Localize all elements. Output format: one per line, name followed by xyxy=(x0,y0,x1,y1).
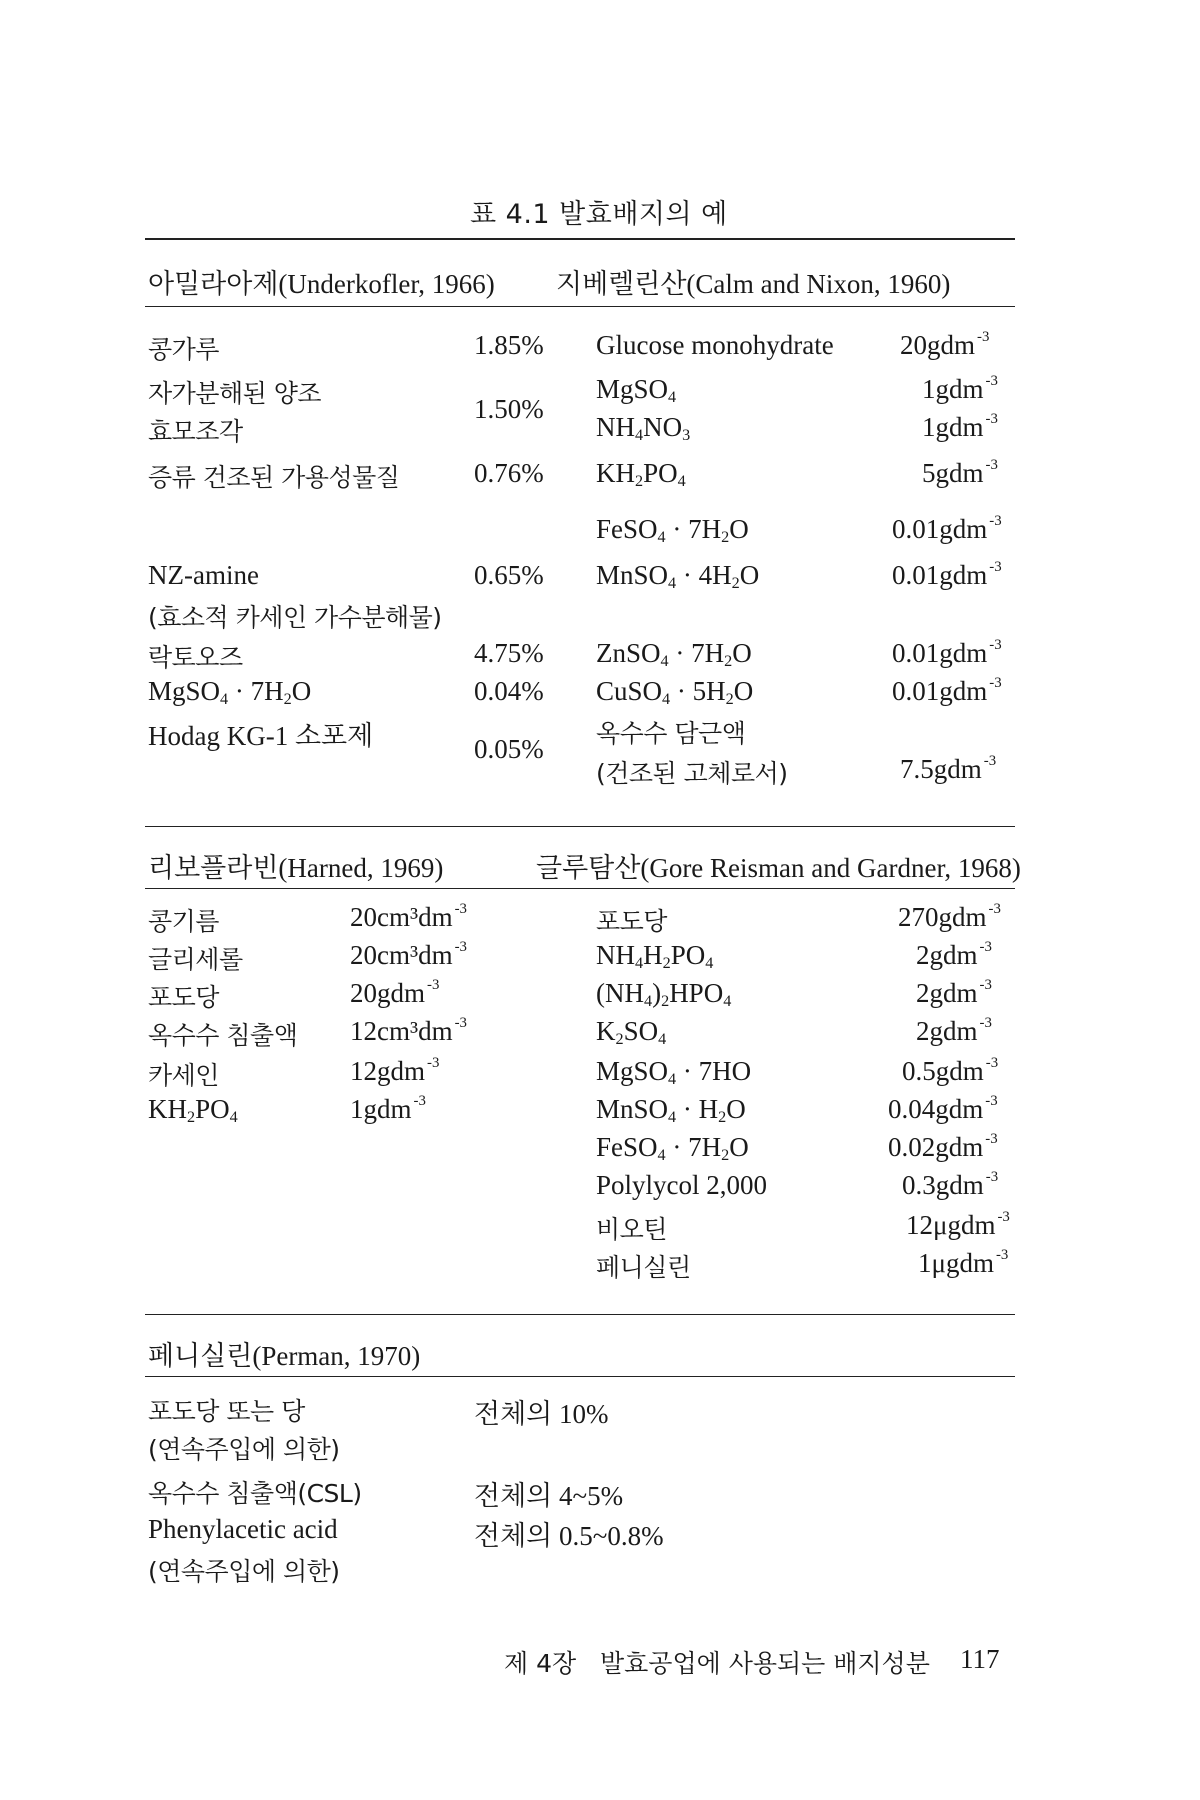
s2-right-exp: -3 xyxy=(979,977,992,994)
s2-right-unit: 12μgdm xyxy=(906,1210,996,1240)
s2-right-name: $NH_4H_2PO_4$ xyxy=(596,940,714,973)
s1-right-unit: 20gdm xyxy=(900,330,976,360)
s1-right-value xyxy=(892,560,1002,591)
s2-right-name: MgSO$_4$ · 7HO xyxy=(596,1056,752,1089)
s2-right-unit: 2gdm xyxy=(916,940,978,970)
table-title: 표 4.1 발효배지의 예 xyxy=(470,199,728,230)
s1-left-name: 락토오즈 xyxy=(148,643,243,672)
s1-left-value: 0.76% xyxy=(474,458,544,488)
s2-right-unit: 0.5gdm xyxy=(902,1056,984,1086)
s1-right-unit: 0.01gdm xyxy=(892,638,988,668)
s1-right-name: 옥수수 담근액 xyxy=(596,719,746,748)
footer-chapter: 제 4장 xyxy=(504,1649,577,1678)
s2-left-unit: 1gdm xyxy=(350,1094,412,1124)
s2-right-value xyxy=(918,1248,1008,1279)
page-number: 117 xyxy=(960,1644,1000,1674)
s2-right-exp: -3 xyxy=(979,939,992,956)
s2-right-value xyxy=(916,978,992,1009)
s1-right-exp: -3 xyxy=(989,675,1002,692)
s1-left-value: 1.85% xyxy=(474,330,544,360)
s2-right-unit: 0.3gdm xyxy=(902,1170,984,1200)
s2-right-name: $K_2SO_4$ xyxy=(596,1016,667,1049)
s2-right-exp: -3 xyxy=(995,1247,1009,1264)
rule-top xyxy=(145,238,1015,240)
s1-right-value xyxy=(892,514,1002,545)
s2-left-name: 포도당 xyxy=(148,983,219,1012)
s1-right-exp: -3 xyxy=(977,329,990,346)
s2-left-unit: 12gdm xyxy=(350,1056,426,1086)
s1-right-unit: 1gdm xyxy=(922,374,984,404)
s3-value: 전체의 0.5~0.8% xyxy=(474,1521,664,1551)
s1-right-value xyxy=(900,754,996,785)
s1-left-name: NZ-amine xyxy=(148,560,259,590)
s1-right-name: MgSO$_4$ xyxy=(596,374,677,407)
s2-right-exp: -3 xyxy=(985,1131,998,1148)
s2-right-value xyxy=(898,902,1001,933)
s1-right-exp: -3 xyxy=(989,513,1002,530)
s1-left-value: 4.75% xyxy=(474,638,544,668)
s3-name: (연속주입에 의한) xyxy=(148,1557,340,1586)
s1-right-exp: -3 xyxy=(985,373,998,390)
s2-right-name: 페니실린 xyxy=(596,1253,691,1282)
s2-left-exp: -3 xyxy=(454,901,467,918)
s1-left-value: 1.50% xyxy=(474,394,544,424)
s1-right-name: $KH_2PO_4$ xyxy=(596,458,686,491)
s2-right-value xyxy=(916,1016,992,1047)
s2-right-name: MnSO$_4$ · $H_2O$ xyxy=(596,1094,746,1127)
s2-left-unit: 12cm³dm xyxy=(350,1016,453,1046)
s2-left-exp: -3 xyxy=(454,1015,467,1032)
s2-left-value xyxy=(350,1094,426,1125)
s3-name: 옥수수 침출액(CSL) xyxy=(148,1479,362,1508)
s2-left-exp: -3 xyxy=(454,939,467,956)
s1-right-value xyxy=(922,374,998,405)
rule-section2-top xyxy=(145,826,1015,827)
s2-left-unit: 20gdm xyxy=(350,978,426,1008)
s2-right-value xyxy=(888,1094,998,1125)
s1-right-value xyxy=(922,458,998,489)
s1-right-exp: -3 xyxy=(989,559,1002,576)
s1-right-exp: -3 xyxy=(985,457,998,474)
s2-left-exp: -3 xyxy=(427,1055,440,1072)
s2-right-value xyxy=(902,1056,998,1087)
s1-right-name: $NH_4NO_3$ xyxy=(596,412,691,445)
s2-right-exp: -3 xyxy=(985,1093,998,1110)
s1-left-value: 0.65% xyxy=(474,560,544,590)
s1-right-exp: -3 xyxy=(985,411,998,428)
s1-left-name: MgSO$_4$ · $7H_2O$ xyxy=(148,676,312,709)
s2-left-value xyxy=(350,902,467,933)
s2-left-value xyxy=(350,978,439,1009)
s2-left-name: 콩기름 xyxy=(148,907,219,936)
s2-left-value xyxy=(350,940,467,971)
s2-right-exp: -3 xyxy=(988,901,1001,918)
section3-header: 페니실린(Perman, 1970) xyxy=(148,1341,421,1371)
s1-right-exp: -3 xyxy=(989,637,1002,654)
s1-left-name: 증류 건조된 가용성물질 xyxy=(148,463,400,492)
s1-right-unit: 7.5gdm xyxy=(900,754,982,784)
s2-right-unit: 0.02gdm xyxy=(888,1132,984,1162)
s1-right-unit: 0.01gdm xyxy=(892,676,988,706)
s1-right-unit: 1gdm xyxy=(922,412,984,442)
section1-left-header: 아밀라아제(Underkofler, 1966) xyxy=(148,269,495,299)
s2-right-unit: 2gdm xyxy=(916,978,978,1008)
s2-left-value xyxy=(350,1016,467,1047)
s1-right-name: MnSO$_4$ · $4H_2O$ xyxy=(596,560,760,593)
s1-right-value xyxy=(892,638,1002,669)
s2-right-exp: -3 xyxy=(979,1015,992,1032)
s2-right-value xyxy=(906,1210,1010,1241)
s3-value: 전체의 10% xyxy=(474,1399,609,1429)
rule-section3-header xyxy=(145,1376,1015,1377)
s3-name: 포도당 또는 당 xyxy=(148,1397,305,1426)
s1-left-name: 효모조각 xyxy=(148,417,243,446)
s2-right-exp: -3 xyxy=(985,1169,999,1186)
s1-right-name: (건조된 고체로서) xyxy=(596,759,788,788)
footer-chapter-title: 발효공업에 사용되는 배지성분 xyxy=(600,1649,930,1678)
s2-left-unit: 20cm³dm xyxy=(350,940,453,970)
s1-right-value xyxy=(900,330,989,361)
rule-section2-header xyxy=(145,888,1015,889)
s3-name: Phenylacetic acid xyxy=(148,1514,338,1544)
s2-right-value xyxy=(916,940,992,971)
s1-left-name: 콩가루 xyxy=(148,335,219,364)
s1-right-name: ZnSO$_4$ · $7H_2O$ xyxy=(596,638,752,671)
s2-left-name: 카세인 xyxy=(148,1061,219,1090)
s2-right-name: FeSO$_4$ · $7H_2O$ xyxy=(596,1132,749,1165)
s1-left-value: 0.04% xyxy=(474,676,544,706)
s2-right-unit: 270gdm xyxy=(898,902,987,932)
s1-right-unit: 0.01gdm xyxy=(892,514,988,544)
s1-right-value xyxy=(892,676,1002,707)
s2-right-name: 비오틴 xyxy=(596,1215,667,1244)
section2-left-header: 리보플라빈(Harned, 1969) xyxy=(148,853,444,883)
s1-right-value xyxy=(922,412,998,443)
s2-left-name: 옥수수 침출액 xyxy=(148,1021,298,1050)
s1-left-name: 자가분해된 양조 xyxy=(148,379,321,408)
s1-left-name: (효소적 카세인 가수분해물) xyxy=(148,603,442,632)
s2-left-exp: -3 xyxy=(413,1093,426,1110)
s2-left-exp: -3 xyxy=(427,977,440,994)
s2-right-exp: -3 xyxy=(985,1055,999,1072)
s3-value: 전체의 4~5% xyxy=(474,1481,624,1511)
s1-right-name: FeSO$_4$ · $7H_2O$ xyxy=(596,514,749,547)
rule-section1-header xyxy=(145,306,1015,307)
s1-right-name: CuSO$_4$ · $5H_2O$ xyxy=(596,676,754,709)
s3-name: (연속주입에 의한) xyxy=(148,1435,340,1464)
s2-left-name: $KH_2PO_4$ xyxy=(148,1094,238,1127)
s1-left-name: Hodag KG-1 소포제 xyxy=(148,721,374,751)
section1-right-header: 지베렐린산(Calm and Nixon, 1960) xyxy=(556,269,951,299)
s2-right-value xyxy=(902,1170,998,1201)
s1-right-exp: -3 xyxy=(983,753,997,770)
s2-right-name: Polylycol 2,000 xyxy=(596,1170,768,1200)
rule-section3-top xyxy=(145,1314,1015,1315)
s2-right-unit: 2gdm xyxy=(916,1016,978,1046)
s2-right-exp: -3 xyxy=(997,1209,1010,1226)
s1-right-unit: 0.01gdm xyxy=(892,560,988,590)
s1-left-value: 0.05% xyxy=(474,734,544,764)
s2-right-name: 포도당 xyxy=(596,907,667,936)
s2-right-unit: 1μgdm xyxy=(918,1248,994,1278)
s1-right-name: Glucose monohydrate xyxy=(596,330,834,360)
s2-left-value xyxy=(350,1056,439,1087)
s2-right-name: $(NH_4)_2HPO_4$ xyxy=(596,978,732,1011)
s2-right-value xyxy=(888,1132,998,1163)
s1-right-unit: 5gdm xyxy=(922,458,984,488)
section2-right-header: 글루탐산(Gore Reisman and Gardner, 1968) xyxy=(536,853,1021,883)
s2-left-name: 글리세롤 xyxy=(148,945,243,974)
s2-left-unit: 20cm³dm xyxy=(350,902,453,932)
s2-right-unit: 0.04gdm xyxy=(888,1094,984,1124)
